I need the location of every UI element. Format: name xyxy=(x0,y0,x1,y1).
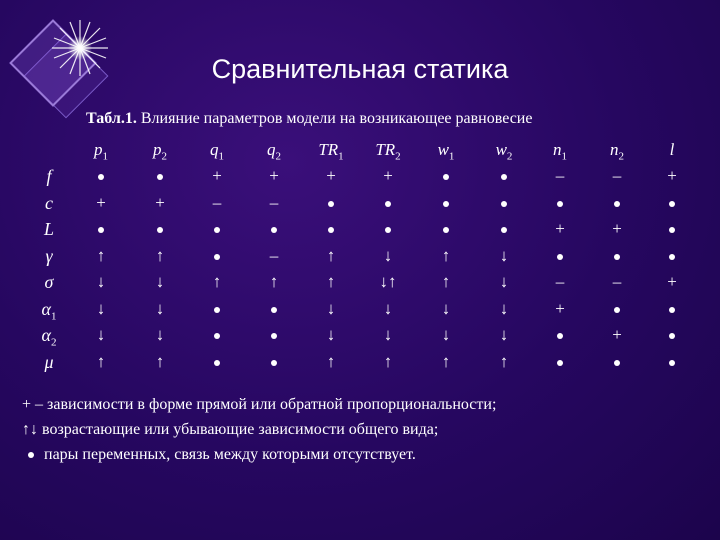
table-cell xyxy=(195,325,239,345)
table-cell: ↓↑ xyxy=(379,272,397,291)
table-cell xyxy=(650,299,694,319)
table-cell: ↑ xyxy=(96,245,106,265)
table-cell xyxy=(79,219,123,239)
no-relation-dot xyxy=(614,201,620,207)
table-cell xyxy=(538,193,582,213)
table-cell: + xyxy=(555,219,565,238)
no-relation-dot xyxy=(214,360,220,366)
table-cell: – xyxy=(555,272,565,291)
table-cell: ↑ xyxy=(326,351,336,371)
no-relation-dot xyxy=(328,227,334,233)
table-cell: – xyxy=(612,166,622,185)
table-cell xyxy=(138,219,182,239)
no-relation-dot xyxy=(271,307,277,313)
no-relation-dot xyxy=(614,254,620,260)
table-cell: + xyxy=(326,166,336,185)
table-cell xyxy=(195,352,239,372)
no-relation-dot xyxy=(214,307,220,313)
table-cell: ↑ xyxy=(499,351,509,371)
no-relation-dot xyxy=(501,201,507,207)
legend-text: возрастающие или убывающие зависимости общего вида; xyxy=(42,421,439,438)
no-relation-dot xyxy=(669,333,675,339)
column-header: $q_2$ xyxy=(267,140,281,163)
table-cell xyxy=(195,246,239,266)
table-cell xyxy=(138,166,182,186)
legend-item-none xyxy=(22,446,416,464)
table-cell: ↓ xyxy=(96,298,106,318)
table-cell xyxy=(650,246,694,266)
table-cell: – xyxy=(612,272,622,291)
table-cell xyxy=(595,352,639,372)
table-cell: ↓ xyxy=(499,298,509,318)
legend-item-general xyxy=(22,421,438,439)
row-label: L xyxy=(43,219,54,239)
row-label: f xyxy=(46,166,52,186)
table-cell xyxy=(538,246,582,266)
table-cell xyxy=(424,166,468,186)
table-cell xyxy=(595,246,639,266)
no-relation-dot xyxy=(614,360,620,366)
table-cell: ↑ xyxy=(441,245,451,265)
table-cell: ↓ xyxy=(499,245,509,265)
slide-title: Сравнительная статика xyxy=(211,54,509,84)
table-cell xyxy=(252,299,296,319)
no-relation-dot xyxy=(614,307,620,313)
table-cell: + xyxy=(269,166,279,185)
table-cell xyxy=(195,219,239,239)
table-cell: ↑ xyxy=(269,272,279,291)
legend-item-proportional xyxy=(22,396,496,414)
table-cell xyxy=(252,325,296,345)
table-cell xyxy=(482,193,526,213)
no-relation-dot xyxy=(669,227,675,233)
column-header: $p_2$ xyxy=(153,140,167,163)
table-cell xyxy=(79,166,123,186)
no-relation-dot xyxy=(443,174,449,180)
table-cell: ↓ xyxy=(383,325,393,344)
no-relation-dot xyxy=(501,227,507,233)
table-cell: + xyxy=(212,166,222,185)
table-cell: ↓ xyxy=(441,298,451,318)
no-relation-dot xyxy=(501,174,507,180)
table-cell: – xyxy=(212,192,222,212)
table-cell: ↑ xyxy=(441,351,451,371)
table-cell xyxy=(309,219,353,239)
table-cell xyxy=(424,193,468,213)
table-cell: ↓ xyxy=(96,272,106,291)
no-relation-dot xyxy=(271,227,277,233)
no-relation-dot xyxy=(385,227,391,233)
no-relation-dot xyxy=(557,333,563,339)
no-relation-dot xyxy=(214,227,220,233)
no-relation-dot xyxy=(214,254,220,260)
table-cell: + xyxy=(612,325,622,344)
no-relation-dot xyxy=(557,254,563,260)
table-cell xyxy=(650,325,694,345)
table-cell: ↓ xyxy=(155,298,165,318)
table-cell: + xyxy=(96,192,106,212)
table-cell: ↑ xyxy=(383,351,393,371)
table-cell: + xyxy=(383,166,393,185)
column-header: $n_2$ xyxy=(610,140,624,163)
table-cell xyxy=(424,219,468,239)
no-relation-dot xyxy=(98,174,104,180)
row-label: $\alpha_2$ xyxy=(41,325,57,349)
no-relation-dot xyxy=(669,201,675,207)
table-cell: + xyxy=(667,272,677,291)
table-cell: – xyxy=(269,192,279,212)
row-label: c xyxy=(45,192,53,213)
column-header: $p_1$ xyxy=(94,140,108,163)
table-cell xyxy=(195,299,239,319)
table-cell: + xyxy=(667,166,677,185)
table-cell: ↑ xyxy=(96,351,106,371)
no-relation-dot xyxy=(214,333,220,339)
column-header: $n_1$ xyxy=(553,140,567,163)
table-cell: ↓ xyxy=(441,325,451,344)
table-cell xyxy=(309,193,353,213)
legend-text: пары переменных, связь между которыми отсутствует. xyxy=(44,446,416,463)
table-cell xyxy=(538,325,582,345)
no-relation-dot xyxy=(157,227,163,233)
table-cell: ↑ xyxy=(326,245,336,265)
no-relation-dot xyxy=(669,254,675,260)
table-cell: ↑ xyxy=(326,272,336,291)
table-cell: ↓ xyxy=(383,245,393,265)
caption-text: Влияние параметров модели на возникающее равновесие xyxy=(140,110,533,127)
column-header: $TR_1$ xyxy=(318,140,344,163)
row-label: σ xyxy=(44,272,54,292)
table-cell: ↓ xyxy=(499,325,509,344)
table-cell: ↓ xyxy=(96,325,106,344)
table-cell xyxy=(650,193,694,213)
column-header: $w_1$ xyxy=(437,140,455,163)
table-cell xyxy=(595,193,639,213)
table-cell: ↓ xyxy=(326,325,336,344)
table-cell: ↓ xyxy=(326,298,336,318)
table-cell: ↑ xyxy=(212,272,222,291)
legend-symbol xyxy=(22,446,40,464)
no-relation-dot xyxy=(271,360,277,366)
column-header: $q_1$ xyxy=(210,140,224,163)
table-cell xyxy=(252,219,296,239)
table-cell xyxy=(252,352,296,372)
legend-text: зависимости в форме прямой или обратной пропорциональности; xyxy=(47,396,497,413)
column-header: l xyxy=(669,140,675,159)
table-cell: + xyxy=(612,219,622,238)
row-label: μ xyxy=(44,351,54,372)
table-cell xyxy=(366,219,410,239)
no-relation-dot xyxy=(328,201,334,207)
row-label: γ xyxy=(45,245,53,266)
table-cell xyxy=(650,219,694,239)
no-relation-dot xyxy=(271,333,277,339)
table-cell: ↑ xyxy=(441,272,451,291)
row-label: $\alpha_1$ xyxy=(41,298,57,323)
table-cell: + xyxy=(155,192,165,212)
table-cell: + xyxy=(555,298,565,318)
table-cell xyxy=(650,352,694,372)
caption-label: Табл.1. xyxy=(86,110,137,127)
no-relation-dot xyxy=(557,360,563,366)
table-cell: – xyxy=(555,166,565,185)
table-cell: ↓ xyxy=(155,272,165,291)
no-relation-dot xyxy=(557,201,563,207)
table-cell xyxy=(366,193,410,213)
no-relation-dot xyxy=(443,227,449,233)
table-cell: – xyxy=(269,245,279,265)
table-cell: ↓ xyxy=(499,272,509,291)
table-cell: ↑ xyxy=(155,245,165,265)
no-relation-dot xyxy=(157,174,163,180)
table-cell: ↓ xyxy=(155,325,165,344)
no-relation-dot xyxy=(669,307,675,313)
no-relation-dot xyxy=(385,201,391,207)
legend-symbol: ↑↓ xyxy=(22,421,38,438)
table-cell xyxy=(482,166,526,186)
table-cell: ↑ xyxy=(155,351,165,371)
no-relation-dot xyxy=(443,201,449,207)
column-header: $TR_2$ xyxy=(375,140,401,163)
table-cell xyxy=(595,299,639,319)
no-relation-dot xyxy=(669,360,675,366)
table-cell xyxy=(482,219,526,239)
no-relation-dot xyxy=(98,227,104,233)
table-cell: ↓ xyxy=(383,298,393,318)
column-header: $w_2$ xyxy=(495,140,513,163)
table-cell xyxy=(538,352,582,372)
legend-symbol: + – xyxy=(22,396,44,413)
